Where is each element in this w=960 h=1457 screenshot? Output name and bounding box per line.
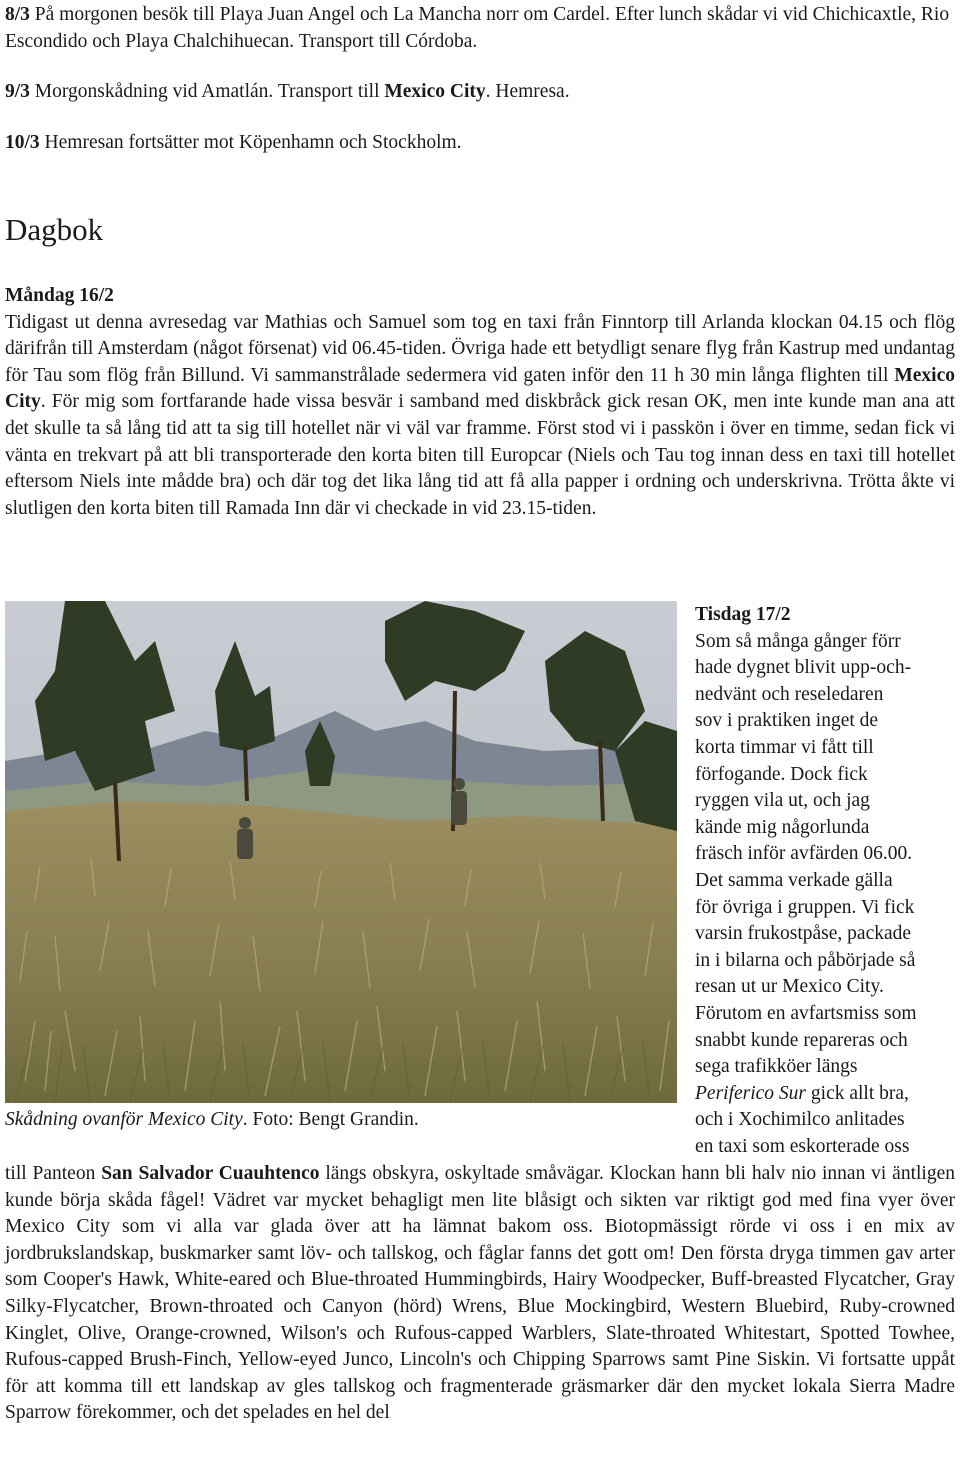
entry-text-after: . För mig som fortfarande hade vissa besvär i samband med diskbråck gick resan OK, men inte kunde man ana att det skulle ta så lång tid att ta sig till hotellet när vi väl var framme. Först stod vi i passkön i över en timme, sedan fick vi vänta en trekvart på att bli transporterade den korta biten till Europcar (Niels och Tau tog innan dess en taxi till hotellet eftersom Niels inte mådde bra) och där tog det lika lång tid att få alla papper i ordning och underskrivna. Trötta åkte vi slutligen den korta biten till Ramada Inn där vi checkade in vid 23.15-tiden. (5, 391, 955, 519)
schedule-text: På morgonen besök till Playa Juan Angel och La Mancha norr om Cardel. Efter lunch skådar vi vid Chichicaxtle, Rio Escondido och Playa Chalchihuecan. Transport till Córdoba. (5, 4, 950, 52)
schedule-item-8-3 (5, 2, 955, 55)
side-line: sov i praktiken inget de (695, 710, 879, 732)
schedule-place: Mexico City (384, 81, 486, 103)
side-line: in i bilarna och påbörjade så (695, 949, 916, 971)
schedule-item-9-3 (5, 79, 955, 106)
flow-text-after: längs obskyra, oskyltade småvägar. Klockan hann bli halv nio innan vi äntligen kunde börja skåda fågel! Vädret var mycket behagligt men lite blåsigt och sikten var riktigt god med fina vyer över Mexico City som vi alla var glada över att ha lämnat bakom oss. Biotopmässigt rörde vi oss i en mix av jordbrukslandskap, buskmarker samt löv- och tallskog, och fåglar fanns det gott om! Den första dryga timmen gav arter som Cooper's Hawk, White-eared och Blue-throated Hummingbirds, Hairy Woodpecker, Buff-breasted Flycatcher, Gray Silky-Flycatcher, Brown-throated och Canyon (hörd) Wrens, Blue Mockingbird, Western Bluebird, Ruby-crowned Kinglet, Olive, Orange-crowned, Wilson's och Rufous-capped Warblers, Slate-throated Whitestart, Spotted Towhee, Rufous-capped Brush-Finch, Yellow-eyed Junco, Lincoln's och Chipping Sparrows samt Pine Siskin. Vi fortsatte uppåt för att komma till ett landskap av gles tallskog och fragmenterade gräsmarker där den mycket lokala Sierra Madre Sparrow förekommer, och det spelades en hel del (5, 1163, 955, 1424)
side-line: förfogande. Dock fick (695, 763, 868, 785)
schedule-date: 8/3 (5, 4, 30, 25)
schedule-text: Morgonskådning vid Amatlán. Transport till (29, 81, 385, 103)
side-line: Det samma verkade gälla (695, 869, 893, 891)
side-line: och i Xochimilco anlitades (695, 1109, 905, 1131)
road-name: Periferico Sur (695, 1082, 807, 1104)
caption-italic: Skådning ovanför Mexico City (5, 1109, 243, 1130)
side-line-italic (695, 1081, 960, 1108)
schedule (5, 2, 955, 180)
entry-title: Måndag 16/2 (5, 285, 114, 306)
entry-title: Tisdag 17/2 (695, 604, 791, 625)
schedule-item-10-3 (5, 130, 955, 157)
side-line: snabbt kunde repareras och (695, 1029, 908, 1051)
side-line: sega trafikköer längs (695, 1056, 858, 1078)
diary-entry-tuesday-flow (5, 1161, 955, 1427)
side-line: fräsch inför avfärden 06.00. (695, 843, 913, 865)
side-line: nedvänt och reseledaren (695, 683, 884, 705)
diary-entry-monday (5, 283, 955, 522)
side-line: en taxi som eskorterade oss (695, 1135, 910, 1157)
side-line: Förutom en avfartsmiss som (695, 1002, 917, 1024)
photo-caption (5, 1107, 677, 1133)
schedule-text: Hemresan fortsätter mot Köpenhamn och Stockholm. (39, 131, 462, 153)
photo-figure (5, 601, 677, 1133)
schedule-text-after: . Hemresa. (485, 81, 570, 103)
flow-text: till Panteon (5, 1163, 102, 1184)
side-line: korta timmar vi fått till (695, 736, 874, 758)
side-line: ryggen vila ut, och jag (695, 790, 870, 812)
diary-entry-tuesday-side (695, 602, 960, 1160)
entry-place: Mexico City (5, 364, 955, 413)
side-line-rest: gick allt bra, (806, 1082, 909, 1104)
side-line: varsin frukostpåse, packade (695, 923, 912, 945)
side-line: för övriga i gruppen. Vi fick (695, 896, 915, 918)
side-line: Som så många gånger förr (695, 630, 901, 652)
schedule-date: 10/3 (5, 131, 40, 153)
entry-text: Tidigast ut denna avresedag var Mathias och Samuel som tog en taxi från Finntorp till Arlanda klockan 04.15 och flög därifrån till Amsterdam (något försenat) vid 06.45-tiden. Övriga hade ett betydligt senare flyg från Kastrup med undantag för Tau som flög från Billund. Vi sammanstrålade sedermera vid gaten inför den 11 h 30 min långa flighten till (5, 311, 955, 386)
side-line: kände mig någorlunda (695, 816, 870, 838)
caption-rest: . Foto: Bengt Grandin. (242, 1109, 419, 1130)
section-heading: Dagbok (5, 212, 104, 247)
side-line: hade dygnet blivit upp-och- (695, 657, 912, 679)
schedule-date: 9/3 (5, 81, 30, 103)
side-line: resan ut ur Mexico City. (695, 976, 884, 998)
flow-place: San Salvador Cuauhtenco (101, 1163, 320, 1184)
landscape-photo (5, 601, 677, 1103)
